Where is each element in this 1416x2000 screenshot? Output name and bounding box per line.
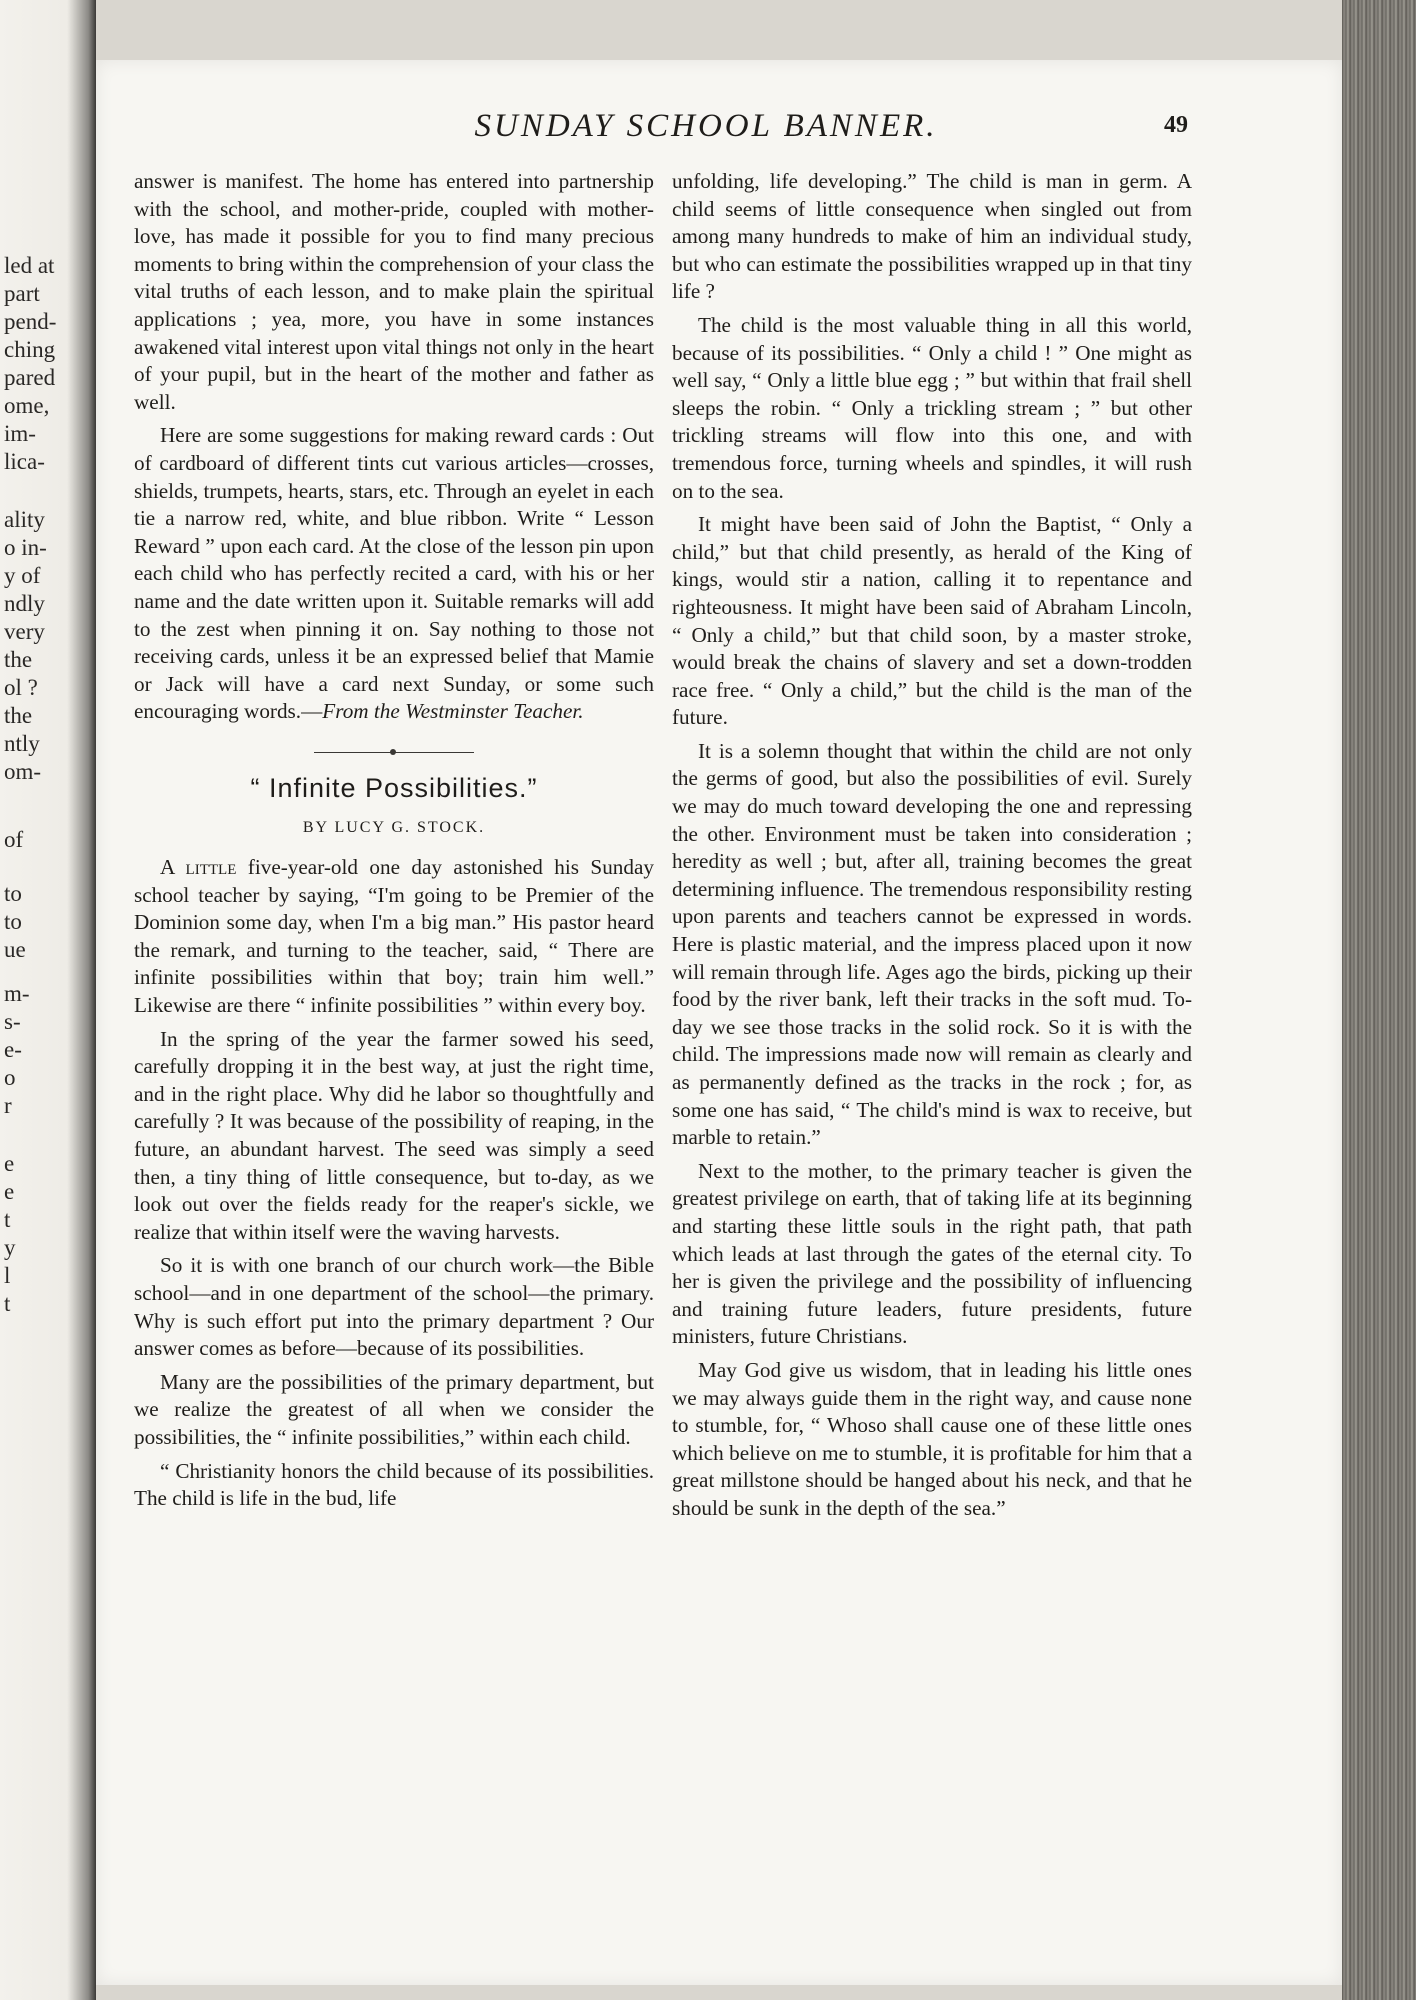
fragment-line: lica- [4,449,45,474]
fragment-line: ality [4,507,45,532]
left-column [134,168,654,1519]
fragment-line: ntly [4,731,40,756]
fragment-line: m- [4,981,30,1006]
fragment-line: ome, [4,393,50,418]
article-paragraph: May God give us wisdom, that in leading his little ones we may always guide them in the right way, and cause none to stumble, for, “ Whoso shall cause one of these little ones which believe on me to stumble, it is profitable for him that a great millstone should be hanged about his neck, and that he should be sunk in the depth of the sea.” [672,1357,1192,1520]
fragment-line: of [4,827,24,852]
fragment-line: ol ? [4,675,38,700]
fragment-line: e [4,1179,15,1204]
article-paragraph: It is a solemn thought that within the child are not only the germs of good, but also the possibilities of evil. Surely we may do much toward developing the one and repressing the other. Environment must be taken into consideration ; heredity as well ; but, after all, training becomes the great determining influence. The tremendous responsibility resting upon parents and teachers cannot be expressed in words. Here is plastic material, and the impress placed upon it now will remain through life. Ages ago the birds, picking up their food by the river bank, left their tracks in the soft mud. To-day we see those tracks in the solid rock. So it is with the child. The impressions made now will remain as clearly and as permanently defined as the tracks in the rock ; for, as some one has said, “ The child's mind is wax to receive, but marble to retain.” [672,738,1192,1150]
fragment-line: the [4,703,33,728]
article-paragraph-text: five-year-old one day astonished his Sunday school teacher by saying, “I'm going to be Premier of the Dominion some day, when I'm a big man.” His pastor heard the remark, and turning to the teacher, said, “ There are infinite possibilities within that boy; train him well.” Likewise are there “ infinite possibilities ” within every boy. [134,855,654,1018]
magazine-page [96,60,1342,1985]
drop-word: A little [160,855,237,880]
fragment-line: led at [4,253,55,278]
adjacent-page-edge [0,0,96,2000]
fragment-line: e- [4,1037,22,1062]
article-paragraph: The child is the most valuable thing in all this world, because of its possibilities. “ Only a child ! ” One might as well say, “ Only a little blue egg ; ” but within that frail shell sleeps the robin. “ Only a trickling stream ; ” but other trickling streams will flow into this one, and with tremendous force, turning wheels and spindles, it will rush on to the sea. [672,312,1192,503]
fragment-line: s- [4,1009,21,1034]
page-header [96,108,1342,158]
article-paragraph: Next to the mother, to the primary teacher is given the greatest privilege on earth, that of taking life at its beginning and starting these little souls in the right path, that path which leads at last through the gates of the eternal city. To her is given the privilege and the possibility of influencing and training future leaders, future presidents, future ministers, future Christians. [672,1158,1192,1349]
fragment-line: y of [4,563,41,588]
article-paragraph: unfolding, life developing.” The child is man in germ. A child seems of little consequence when singled out from among many hundreds to make of him an individual study, but who can estimate the possibilities wrapped up in that tiny life ? [672,169,1192,304]
article-paragraph: It might have been said of John the Baptist, “ Only a child,” but that child presently, as herald of the King of kings, would stir a nation, calling it to repentance and righteousness. It might have been said of Abraham Lincoln, “ Only a child,” but that child soon, by a master stroke, would break the chains of slavery and set a down-trodden race free. “ Only a child,” but the child is the man of the future. [672,512,1192,730]
article-paragraph: “ Christianity honors the child because of its possibilities. The child is life in the bud, life [134,1458,654,1511]
attribution: From the Westminster Teacher. [322,699,584,724]
article-paragraph [134,854,654,1020]
fragment-line: y [4,1235,16,1260]
reward-paragraph [134,422,654,726]
right-column [672,168,1192,1529]
fragment-line: t [4,1291,11,1316]
fragment-line: the [4,647,33,672]
fragment-line: part [4,281,40,306]
byline: BY LUCY G. STOCK. [302,819,486,837]
fragment-line: r [4,1093,12,1118]
fragment-line: om- [4,759,42,784]
continuation-paragraph: answer is manifest. The home has entered into partnership with the school, and mother-pride, coupled with mother-love, has made it possible for you to find many precious moments to bring within the comprehension of your class the vital truths of each lesson, and to make plain the spiritual applications ; yea, more, you have in some instances awakened vital interest upon vital things not only in the heart of your pupil, but in the heart of the mother and father as well. [134,169,654,414]
article-paragraph: Many are the possibilities of the primary department, but we realize the greatest of all when we consider the possibilities, the “ infinite possibilities,” within each child. [134,1369,654,1449]
fragment-line: to [4,881,22,906]
fragment-line: ue [4,937,26,962]
running-title: SUNDAY SCHOOL BANNER. [474,108,938,144]
fragment-line: ching [4,337,56,362]
reward-text: Here are some suggestions for making reward cards : Out of cardboard of different tints cut various articles—crosses, shields, trumpets, hearts, stars, etc. Through an eyelet in each tie a narrow red, white, and blue ribbon. Write “ Lesson Reward ” upon each card. At the close of the lesson pin upon each child who has perfectly recited a card, with his or her name and the date written upon it. Suitable remarks will add to the zest when pinning it on. Say nothing to those not receiving cards, unless it be an expressed belief that Mamie or Jack will have a card next Sunday, or some such encouraging words.— [134,423,654,724]
page-number: 49 [1164,112,1188,138]
fragment-line: im- [4,421,36,446]
fragment-line: very [4,619,45,644]
fragment-line: l [4,1263,11,1288]
fragment-line: e [4,1151,15,1176]
fragment-line: pared [4,365,56,390]
fragment-line: pend- [4,309,57,334]
section-divider [314,752,474,753]
article-paragraph: In the spring of the year the farmer sowed his seed, carefully dropping it in the best way, at just the right time, and in the right place. Why did he labor so thoughtfully and carefully ? It was because of the possibility of reaping, in the future, an abundant harvest. The seed was simply a seed then, a tiny thing of little consequence, but to-day, as we look out over the fields ready for the reaper's sickle, we realize that within itself were the waving harvests. [134,1026,654,1244]
fragment-line: o [4,1065,16,1090]
fragment-line: to [4,909,22,934]
fragment-line: ndly [4,591,45,616]
book-page-edges [1342,0,1416,2000]
article-title: “ Infinite Possibilities.” [250,772,538,803]
fragment-line: o in- [4,535,47,560]
fragment-line: t [4,1207,11,1232]
article-paragraph: So it is with one branch of our church work—the Bible school—and in one department of the school—the primary. Why is such effort put into the primary department ? Our answer comes as before—because of its possibilities. [134,1253,654,1361]
